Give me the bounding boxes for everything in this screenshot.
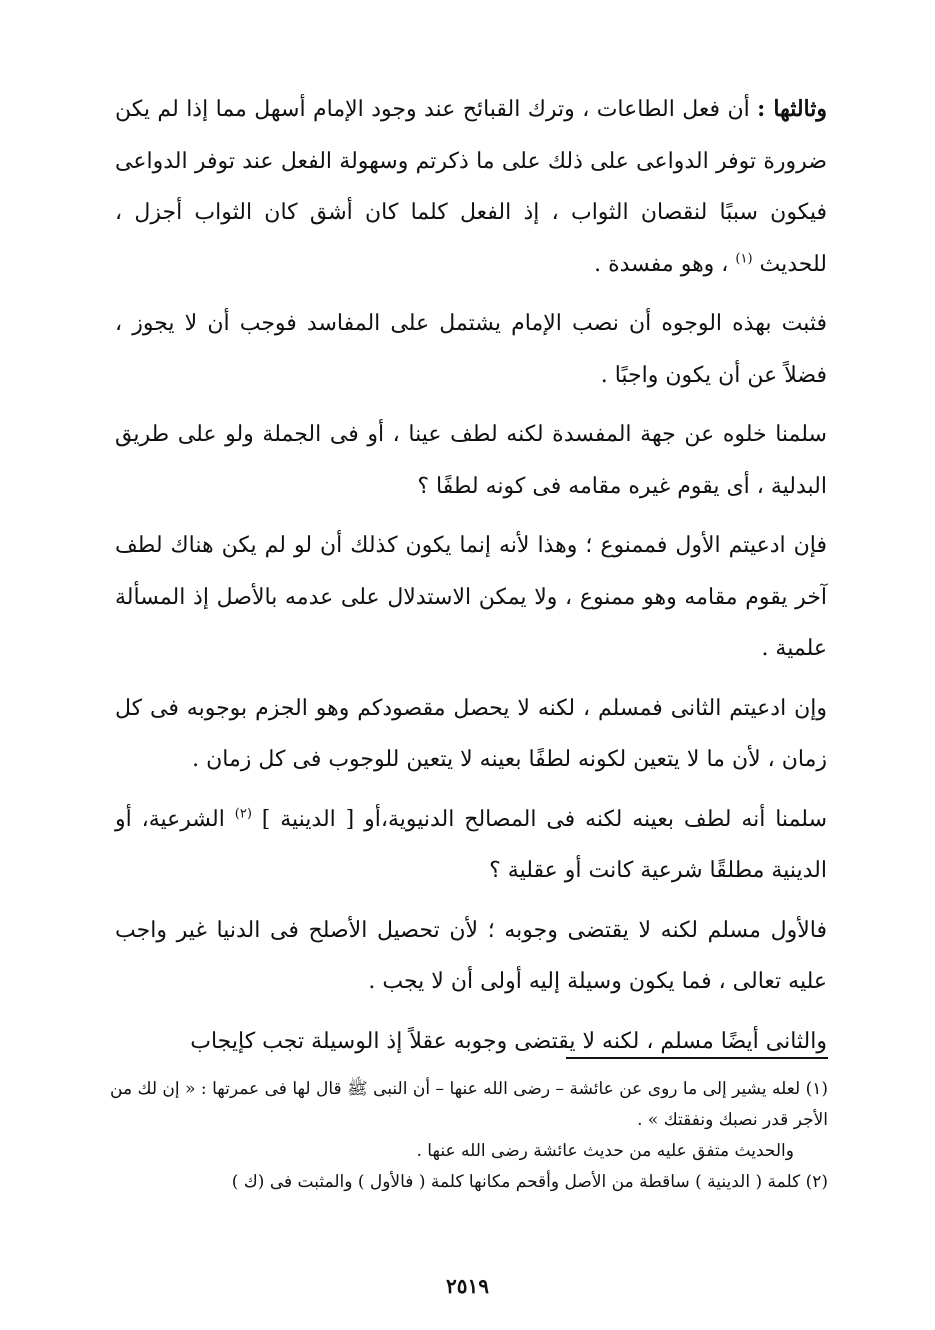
paragraph-1-lead: وثالثها : <box>757 96 827 122</box>
paragraph-6 <box>115 794 827 897</box>
footnotes <box>110 1074 828 1198</box>
paragraph-1 <box>115 84 827 290</box>
paragraph-6-end: الشرعية، أو الدينية مطلقًا شرعية كانت أو عقلية ؟ <box>115 806 827 883</box>
footnote-2: (٢) كلمة ( الدينية ) ساقطة من الأصل وأقحم مكانها كلمة ( فالأول ) والمثبت فى (ك ) <box>231 1172 828 1192</box>
paragraph-2: فثبت بهذه الوجوه أن نصب الإمام يشتمل على المفاسد فوجب أن لا يجوز ، فضلاً عن أن يكون واجبًا . <box>115 311 827 388</box>
footnote-1-continuation: والحديث متفق عليه من حديث عائشة رضى الله عنها . <box>416 1141 794 1161</box>
main-text <box>115 84 827 1075</box>
paragraph-8: والثانى أيضًا مسلم ، لكنه لا يقتضى وجوبه عقلاً إذ الوسيلة تجب كإيجاب <box>190 1028 827 1054</box>
footnote-separator <box>566 1057 828 1059</box>
paragraph-1-text: أن فعل الطاعات ، وترك القبائح عند وجود الإمام أسهل مما إذا لم يكن ضرورة توفر الدواعى على ذلك على ما ذكرتم وسهولة الفعل عند توفر الدواعى فيكون سببًا لنقصان الثواب ، إذ الفعل كلما كان أشق كان الثواب أجزل ، للحديث <box>115 97 827 277</box>
page-number: ٢٥١٩ <box>446 1274 489 1298</box>
paragraph-4: فإن ادعيتم الأول فممنوع ؛ وهذا لأنه إنما يكون كذلك أن لو لم يكن هناك لطف آخر يقوم مقامه وهو ممنوع ، ولا يمكن الاستدلال على عدمه بالأصل إذ المسألة علمية . <box>115 533 827 661</box>
paragraph-1-end: ، وهو مفسدة . <box>594 251 729 277</box>
footnote-ref-1: (١) <box>735 251 753 267</box>
paragraph-3: سلمنا خلوه عن جهة المفسدة لكنه لطف عينا ، أو فى الجملة ولو على طريق البدلية ، أى يقوم غيره مقامه فى كونه لطفًا ؟ <box>115 422 827 499</box>
paragraph-7: فالأول مسلم لكنه لا يقتضى وجوبه ؛ لأن تحصيل الأصلح فى الدنيا غير واجب عليه تعالى ، فما يكون وسيلة إليه أولى أن لا يجب . <box>115 917 827 994</box>
footnote-ref-2: (٢) <box>234 806 252 822</box>
footnote-1: (١) لعله يشير إلى ما روى عن عائشة – رضى الله عنها – أن النبى ﷺ قال لها فى عمرتها : « إن لك من الأجر قدر نصبك ونفقتك » . <box>110 1079 828 1130</box>
paragraph-5: وإن ادعيتم الثانى فمسلم ، لكنه لا يحصل مقصودكم وهو الجزم بوجوبه فى كل زمان ، لأن ما لا يتعين لكونه لطفًا بعينه لا يتعين للوجوب فى كل زمان . <box>115 695 827 772</box>
paragraph-6-start: سلمنا أنه لطف بعينه لكنه فى المصالح الدنيوية،أو [ الدينية ] <box>261 806 828 832</box>
